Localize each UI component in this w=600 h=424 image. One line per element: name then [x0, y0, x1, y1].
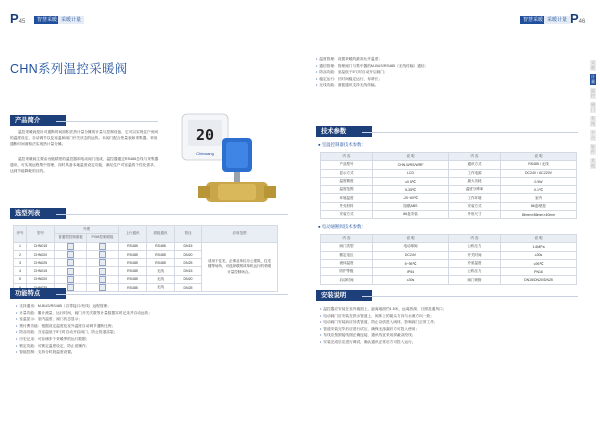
intro-section-rule	[56, 121, 158, 122]
table-cell: 2	[14, 250, 27, 258]
selection-header-row	[14, 226, 278, 234]
list-item: • 温度管理：设置采暖的最高允许温度；	[316, 56, 566, 63]
table-cell: 工作电源	[449, 169, 501, 177]
panel-thumbnail	[87, 250, 119, 258]
panel-thumbnail-icon	[67, 259, 74, 266]
table-row	[321, 243, 577, 251]
table-cell: DN20	[175, 250, 202, 258]
table-row	[14, 242, 278, 250]
list-item: • 电动阀门应安装在供水管道上，阀体上的箭头方向与水流方向一致；	[320, 313, 576, 320]
table-cell: 外形尺寸	[449, 211, 501, 219]
table-cell: 86盒/壁挂	[501, 202, 577, 210]
right-category-tag: 智慧采暖	[520, 16, 546, 24]
table-cell: 显示方式	[321, 169, 373, 177]
table-cell: 安装方式	[449, 202, 501, 210]
table-cell: 流体温度	[321, 259, 373, 267]
features-section-rule	[56, 294, 288, 295]
side-tab[interactable]: 计量	[591, 74, 595, 84]
panel-thumbnail	[55, 259, 87, 267]
table-row	[321, 251, 577, 259]
panel-thumbnail-icon	[67, 284, 74, 291]
right-page-number: P46	[570, 11, 586, 26]
list-item: • 无线功能：面板通讯支持无线传输。	[316, 82, 566, 89]
table-cell: 5	[14, 275, 27, 283]
page-title: CHN系列温控采暖阀	[10, 62, 128, 76]
panel-thumbnail	[87, 259, 119, 267]
list-item: • 稳定运行：长时间稳定运行，寿命长；	[316, 76, 566, 83]
table-cell: 额定电压	[321, 251, 373, 259]
table-cell: 公称压力	[449, 268, 501, 276]
install-section-header: 安装说明	[316, 290, 372, 301]
table-cell: 5~95℃	[373, 259, 449, 267]
panel-thumbnail-icon	[99, 243, 106, 250]
table-cell: 安装方式	[321, 211, 373, 219]
list-item: • 室温显示：室内温度、阀门状态显示；	[16, 316, 286, 323]
brand-logo: Chinwang	[196, 151, 214, 156]
table-row	[321, 194, 577, 202]
table-row	[321, 177, 577, 185]
col-header: 说 明	[373, 153, 449, 161]
col-group-header: 外观	[55, 226, 119, 234]
list-item: • 预付费功能：根据设定温度及室外温度自动调节通断比例；	[16, 323, 286, 330]
panel-thumbnail	[55, 242, 87, 250]
col-header: 说 明	[501, 153, 577, 161]
table-cell: 无线	[147, 275, 175, 283]
table-cell: 最大功耗	[449, 177, 501, 185]
col-header: 上行通讯	[119, 226, 147, 243]
table-cell: 86盒安装	[373, 211, 449, 219]
col-header: 普通型控制面板	[55, 234, 87, 242]
list-item: • 布线应按照接线图正确连接，通讯线宜采用屏蔽双绞线；	[320, 332, 576, 339]
table-cell: CHN025	[27, 259, 55, 267]
table-cell: 防护等级	[321, 268, 373, 276]
table-row	[321, 169, 577, 177]
left-subcategory-tag: 采暖计量	[58, 16, 84, 24]
table-cell: 阀门类型	[321, 243, 373, 251]
table-cell: IP54	[373, 268, 449, 276]
col-header: 内 容	[321, 153, 373, 161]
table-cell: DC24V / AC220V	[501, 169, 577, 177]
table-cell: 温度精度	[321, 177, 373, 185]
col-header: 管径	[175, 226, 202, 243]
table-cell: 阻燃ABS	[373, 202, 449, 210]
list-item: • 安装完成后应进行调试，确认通讯正常后方可投入运行。	[320, 339, 576, 346]
table-cell: 公称压力	[449, 243, 501, 251]
panel-thumbnail-icon	[99, 276, 106, 283]
panel-thumbnail	[87, 267, 119, 275]
table-row	[321, 202, 577, 210]
side-tab[interactable]: 温控	[591, 88, 595, 98]
table-cell: 外壳材料	[321, 202, 373, 210]
table-cell: PN16	[501, 268, 577, 276]
table-cell: 5-35℃	[373, 186, 449, 194]
list-item: • 通信管理：管理阀门与集中器的M-BUS/RS485（无线传输）通信；	[316, 63, 566, 70]
install-section-rule	[362, 296, 578, 297]
specs-header-row	[321, 153, 577, 161]
side-tab[interactable]: 采暖	[591, 60, 595, 70]
table-cell: RS485	[147, 259, 175, 267]
col-header: 面板通讯	[147, 226, 175, 243]
col-header: 说 明	[501, 235, 577, 243]
table-cell: DN15/DN20/DN25	[501, 276, 577, 284]
panel-thumbnail-icon	[99, 259, 106, 266]
table-cell: LCD	[373, 169, 449, 177]
panel-thumbnail-icon	[99, 268, 106, 275]
table-cell: 产品型号	[321, 161, 373, 169]
table-cell: DN20	[175, 275, 202, 283]
table-row	[321, 211, 577, 219]
table-cell: RS485	[119, 267, 147, 275]
table-cell: CHN015	[27, 242, 55, 250]
table-cell: 阀门规格	[449, 276, 501, 284]
table-cell: 无线	[147, 267, 175, 275]
product-image	[178, 110, 288, 210]
table-cell: DN15	[175, 242, 202, 250]
valve-specs-table	[320, 234, 577, 285]
side-tab[interactable]: 阀门	[591, 102, 595, 112]
table-cell: 室内	[501, 194, 577, 202]
table-cell: 温度范围	[321, 186, 373, 194]
selection-section-header: 选型列表	[10, 208, 66, 219]
table-cell: 环境温度	[321, 194, 373, 202]
right-subcategory-tag: 采暖计量	[544, 16, 570, 24]
side-tab[interactable]: 其他	[591, 158, 595, 168]
side-tab[interactable]: 系统	[591, 116, 595, 126]
table-cell: DN15	[175, 267, 202, 275]
table-cell: DN25	[175, 284, 202, 292]
table-cell: CHN020	[27, 250, 55, 258]
table-row	[321, 268, 577, 276]
thermostat-display: 20	[195, 126, 215, 144]
panel-thumbnail	[87, 242, 119, 250]
features-list	[16, 303, 286, 356]
install-list	[320, 306, 576, 346]
list-item: • 温控器应安装在室内墙面上，距离地面约1.5米，远离热源、日照及通风口；	[320, 306, 576, 313]
table-cell: 通讯方式	[449, 161, 501, 169]
features-section-header: 功能特点	[10, 288, 66, 299]
table-row	[321, 259, 577, 267]
thermostat-specs-table	[320, 152, 577, 219]
table-cell: ≤30s	[373, 276, 449, 284]
table-cell: 温度分辨率	[449, 186, 501, 194]
application-cell: 适用于住宅、企事业单位办公建筑、住宅楼等场所，可选择联网或单机运行的采暖计量控制场合。	[202, 242, 278, 292]
list-item: • 支持通讯：M-BUS/RS485（自带接口/有线）远程管理；	[16, 303, 286, 310]
panel-thumbnail-icon	[99, 251, 106, 258]
thermostat-specs-title: ● 室温控制器技术参数：	[318, 142, 366, 147]
col-header: 内 容	[449, 153, 501, 161]
list-item: • 防冻功能：室温低于5℃时自动开启阀门；	[316, 69, 566, 76]
table-cell: RS485	[119, 259, 147, 267]
panel-thumbnail	[55, 267, 87, 275]
specs-header-row	[321, 235, 577, 243]
table-cell: 启动时间	[321, 276, 373, 284]
table-cell: RS485 / 无线	[501, 161, 577, 169]
table-cell: RS485	[147, 242, 175, 250]
table-cell: RS485	[119, 284, 147, 292]
col-header: PGM控制面板	[87, 234, 119, 242]
panel-thumbnail	[55, 275, 87, 283]
table-cell: 86mm×86mm×40mm	[501, 211, 577, 219]
list-item: • 锁定功能：可锁定温度设定，防止误操作；	[16, 343, 286, 350]
table-cell: 3	[14, 259, 27, 267]
side-tab[interactable]: 软件	[591, 144, 595, 154]
specs-section-rule	[362, 132, 578, 133]
col-header: 序号	[14, 226, 27, 243]
panel-thumbnail-icon	[67, 276, 74, 283]
table-row	[321, 276, 577, 284]
list-item: • 计量功能：累计流量、运行时间、阀门开关次数等计量数据实时记录并自动远传；	[16, 310, 286, 317]
list-item: • 电动阀门安装前应冲洗管道，防止杂质进入阀体，影响阀门正常工作；	[320, 319, 576, 326]
function-bullets	[316, 56, 566, 89]
table-row	[321, 186, 577, 194]
table-cell: 0.1℃	[501, 186, 577, 194]
table-cell: 1.6MPa	[501, 243, 577, 251]
table-cell: 介质温度	[449, 259, 501, 267]
col-header: 说 明	[373, 235, 449, 243]
list-item: • 历史记录：可存储多个采暖季的运行数据；	[16, 336, 286, 343]
table-cell: RS485	[119, 275, 147, 283]
table-cell: CHN020	[27, 275, 55, 283]
panel-thumbnail	[87, 275, 119, 283]
col-header: 内 容	[449, 235, 501, 243]
table-cell: 1	[14, 242, 27, 250]
intro-paragraph-1: 温控采暖阀是针对通断时间面积法热计量分摊的计量与控制设备，它可以实现住户房间的温度设定、自动调节以及室温和阀门开关状态的远传。本阀门配合热量表和采集器，采用通断时间面积法实现热计量分摊。	[10, 130, 159, 147]
table-cell: DN25	[175, 259, 202, 267]
table-cell: 开关时间	[449, 251, 501, 259]
col-header: 应用范围	[202, 226, 278, 243]
left-category-tag: 智慧采暖	[34, 16, 60, 24]
panel-thumbnail	[55, 250, 87, 258]
table-cell: DC24V	[373, 251, 449, 259]
specs-section-header: 技术参数	[316, 126, 372, 137]
col-header: 内 容	[321, 235, 373, 243]
table-cell: 电动球阀	[373, 243, 449, 251]
table-cell: CHN-WRS/WRF	[373, 161, 449, 169]
panel-thumbnail-icon	[67, 268, 74, 275]
table-cell: 工作环境	[449, 194, 501, 202]
left-page-number: P45	[10, 11, 26, 26]
valve-specs-title: ● 电动通断阀技术参数：	[318, 224, 366, 229]
table-cell: CHN015	[27, 267, 55, 275]
table-cell: RS485	[119, 250, 147, 258]
side-tab[interactable]: 平台	[591, 130, 595, 140]
table-cell: 4	[14, 267, 27, 275]
panel-thumbnail-icon	[99, 284, 106, 291]
intro-section-header: 产品简介	[10, 115, 66, 126]
panel-thumbnail	[87, 284, 119, 292]
table-cell: RS485	[147, 250, 175, 258]
side-index-tabs	[590, 60, 596, 172]
panel-thumbnail-icon	[67, 251, 74, 258]
table-cell: ≤30s	[501, 251, 577, 259]
table-cell: 无线	[147, 284, 175, 292]
table-cell: ≤0.5℃	[373, 177, 449, 185]
table-row	[321, 161, 577, 169]
table-cell: 0.5W	[501, 177, 577, 185]
col-header: 型号	[27, 226, 55, 243]
panel-thumbnail-icon	[67, 243, 74, 250]
intro-paragraph-2: 温控采暖阀主要由丙级精度的温控器和电动阀门组成，温控器通过RS485总线与采集器通讯，可实现远程集中管理，同时具备本地温度设定功能，满足住户对室温的个性化需求，达到节能降耗的目的。	[10, 157, 159, 174]
selection-section-rule	[56, 214, 288, 215]
table-cell: RS485	[119, 242, 147, 250]
table-cell: -20~60℃	[373, 194, 449, 202]
table-cell: ≤95℃	[501, 259, 577, 267]
list-item: • 智能控制：支持分时段温度设置。	[16, 349, 286, 356]
list-item: • 防冻功能：当室温低于5℃时自动开启阀门，防止管道冻裂；	[16, 329, 286, 336]
selection-table	[13, 225, 278, 292]
list-item: • 管道安装完毕后应进行试压，确保无渗漏后方可投入使用；	[320, 326, 576, 333]
